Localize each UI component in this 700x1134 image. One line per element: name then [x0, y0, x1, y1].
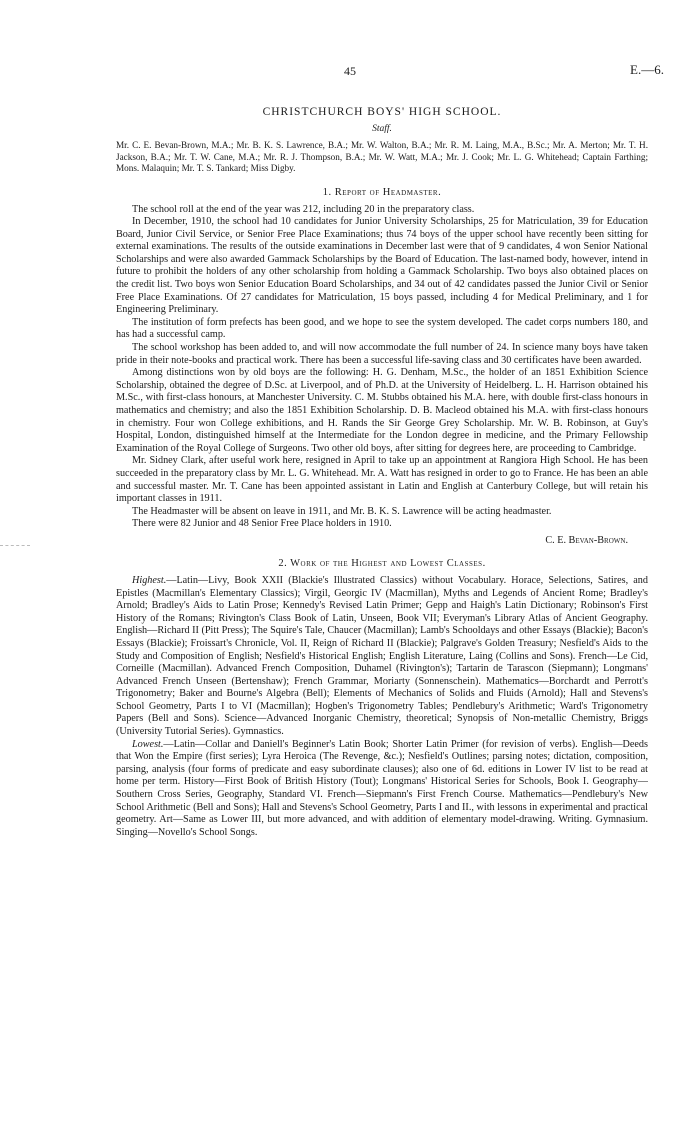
headmaster-signature: C. E. Bevan-Brown.	[545, 534, 628, 546]
staff-list: Mr. C. E. Bevan-Brown, M.A.; Mr. B. K. S. Lawrence, B.A.; Mr. W. Walton, B.A.; Mr. R. M. Laing, M.A., B.Sc.; Mr. A. Merton; Mr. T. H. Jackson, B.A.; Mr. T. W. Cane, M.A.; Mr. R. J. Thompson, B.A.; Mr. W. Watt, M.A.; Mr. J. Cook; Mr. L. G. Whitehead; Captain Farthing; Mons. Malaquin; Mr. T. S. Tankard; Miss Digby.	[116, 140, 648, 173]
lowest-text: —Latin—Collar and Daniell's Beginner's Latin Book; Shorter Latin Primer (for revision of verbs). English—Deeds that Won the Empire (first series); Lyra Heroica (The Revenge, &c.); Nesfield's Outlines; parsing notes; dictation, composition, parsing, analysis (four forms of predicate and easy subordinate clauses); also one of 6d. editions in Lower IV list to be read at home per term. History—First Book of British History (Tout); Longmans' Historical Series for Schools, Book I. Geography—Southern Cross Series, Geography, Standard VI. French—Siepmann's First French Course. Mathematics—Pendlebury's New School Arithmetic (Bell and Sons); Hall and Stevens's School Geometry, Parts I and II., with lessons in experimental and practical geometry. Art—Same as Lower III, but more advanced, and with addition of elementary model-drawing. Writing. Gymnasium. Singing—Novello's School Songs.	[116, 738, 648, 838]
lowest-class-paragraph	[116, 739, 648, 840]
main-content	[116, 88, 648, 839]
highest-class-paragraph	[116, 575, 648, 739]
classes-heading: 2. Work of the Highest and Lowest Classes.	[278, 557, 486, 569]
page-number: 45	[344, 64, 356, 78]
report-paragraph-7: The Headmaster will be absent on leave in 1911, and Mr. B. K. S. Lawrence will be acting headmaster.	[132, 505, 552, 517]
report-paragraph-4: The school workshop has been added to, and will now accommodate the full number of 24. In science many boys have taken pride in their note-books and practical work. There has been a successful life-saving class and 30 certificates have been awarded.	[116, 342, 648, 366]
report-paragraph-8: There were 82 Junior and 48 Senior Free Place holders in 1910.	[132, 518, 392, 530]
report-paragraph-6: Mr. Sidney Clark, after useful work here, resigned in April to take up an appointment at Rangiora High School. He has been succeeded in the preparatory class by Mr. L. G. Whitehead. Mr. A. Watt has resigned in order to go to France. He has been an able and successful master. Mr. T. Cane has been appointed assistant in Latin and English at Canterbury College, but will retain his important classes in 1911.	[116, 455, 648, 505]
lowest-label: Lowest.	[132, 738, 164, 750]
document-reference: E.—6.	[630, 62, 664, 77]
highest-label: Highest.	[132, 574, 167, 586]
report-paragraph-1: The school roll at the end of the year was 212, including 20 in the preparatory class.	[132, 203, 475, 215]
report-paragraph-3: The institution of form prefects has been good, and we hope to see the system developed. The cadet corps numbers 180, and has had a successful camp.	[116, 316, 648, 341]
highest-text: —Latin—Livy, Book XXII (Blackie's Illustrated Classics) without Vocabulary. Horace, Selections, Satires, and Epistles (Macmillan's Elementary Classics); Virgil, Georgic IV (Macmillan), Myths and Legends of Ancient Rome; Bradley's Arnold; Bradley's Aids to Latin Prose; Kennedy's Revised Latin Primer; Gepp and Haigh's Latin Dictionary; Robinson's First History of the Romans; Rivington's Class Book of Latin, Unseen, Book VII; Everyman's Library Atlas of Ancient Geography. English—Richard II (Pitt Press); The Squire's Tale, Chaucer (Macmillan); Lamb's Schooldays and other Essays (Blackie); Bacon's Essays (Blackie); Froissart's Chronicle, Vol. II, Reign of Richard II (Blackie); Palgrave's Golden Treasury; Nesfield's Aids to the Study and Composition of English; Nesfield's Historical English; English Literature, Laing (Collins and Sons). French—Le Cid, Corneille (Macmillan). Advanced French Composition, Duhamel (Rivington's); Tartarin de Tarascon (Siepmann); Longmans' Advanced French Unseen (Bertenshaw); French Grammar, Moriarty (Sonnenschein). Mathematics—Borchardt and Perrott's Trigonometry; Baker and Bourne's Algebra (Bell); Elements of Mechanics of Solids and Fluids (Arnold); Hall and Stevens's School Geometry, Parts I to VI (Macmillan); Hogben's Trigonometry Tables; Pendlebury's Arithmetic; Ward's Trigonometry Papers (Bell and Sons). Science—Advanced Inorganic Chemistry, theoretical; Synopsis of Non-metallic Chemistry, Briggs (University Tutorial Series). Gymnastics.	[116, 574, 648, 738]
report-paragraph-5: Among distinctions won by old boys are the following: H. G. Denham, M.Sc., the holder of an 1851 Exhibition Science Scholarship, obtained the degree of D.Sc. at Liverpool, and of Ph.D. at the University of Heidelberg. L. H. Harrison obtained his M.Sc., with first-class honours, at Manchester University. C. M. Stubbs obtained his M.A. here, with double first-class honours in mathematics and chemistry; and also the 1851 Exhibition Scholarship. D. B. Macleod obtained his M.A. with first-class honours in chemistry. Four won College exhibitions, and H. Rands the Sir George Grey Scholarship. Mr. W. B. Robinson, at Guy's Hospital, London, distinguished himself at the Intermediate for the London degree in medicine, and the Primary Fellowship Examination of the Royal College of Surgeons. Two other old boys, after sitting for degrees here, are proceeding to Cambridge.	[116, 367, 648, 454]
staff-heading: Staff.	[372, 124, 392, 134]
school-title: CHRISTCHURCH BOYS' HIGH SCHOOL.	[262, 106, 502, 118]
report-heading: 1. Report of Headmaster.	[322, 186, 442, 198]
report-paragraph-2: In December, 1910, the school had 10 candidates for Junior University Scholarships, 25 for Matriculation, 39 for Education Board, Junior Civil Service, or Senior Free Place Examinations; thus 74 boys of the upper school have recently been sitting for external examinations. The results of the outside examinations in December last were that of 9 candidates, 4 won Senior National Scholarships and were also awarded Gammack Scholarships by the Board of Education. The last-named body, however, intend in future to prohibit the holders of any other scholarship from holding a Gammack Scholarship. Two boys also obtained places on the credit list. Two boys won Senior Education Board Scholarships, and 34 out of 42 candidates passed the Junior Civil or Senior Free Place Examinations. Of 27 candidates for Matriculation, 15 boys passed, including 4 for Medical Preliminary, and 1 for Engineering Preliminary.	[116, 216, 648, 316]
margin-divider	[0, 545, 30, 546]
